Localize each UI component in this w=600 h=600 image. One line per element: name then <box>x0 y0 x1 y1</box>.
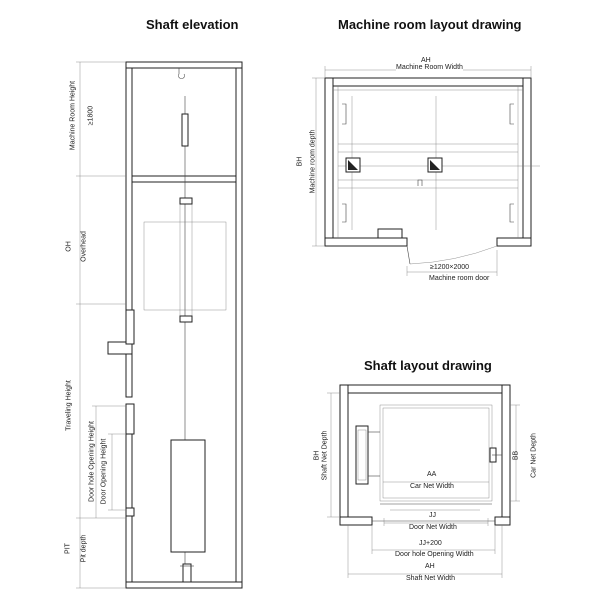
sl-aa-label: AA <box>427 471 437 478</box>
mr-door-label: Machine room door <box>429 275 490 282</box>
door-hole-opening-height-label: Door hole Opening Height <box>88 421 96 502</box>
oh-label: OH <box>65 241 73 252</box>
pit-depth-label: Pit depth <box>80 534 88 563</box>
sl-top-wall <box>340 385 510 393</box>
shaft-layout-title: Shaft layout drawing <box>364 358 492 373</box>
mr-door-size-label: ≥1200×2000 <box>430 264 470 271</box>
sl-bottom-wall-right <box>495 517 510 525</box>
mr-depth-label: Machine room depth <box>309 129 317 194</box>
sl-door-hole-width-label: Door hole Opening Width <box>395 551 474 558</box>
sl-jj200-label: JJ+200 <box>419 540 442 547</box>
sl-car-net-depth-label: Car Net Depth <box>530 433 538 478</box>
sl-bottom-wall-left <box>340 517 372 525</box>
machine-room-height-label: Machine Room Height <box>69 80 77 151</box>
sl-ah-label: AH <box>425 563 435 570</box>
mr-ah-label: AH <box>421 57 431 64</box>
sl-shaft-net-width-label: Shaft Net Width <box>406 575 456 582</box>
sl-car-net-width-label: Car Net Width <box>410 483 454 490</box>
machine-room-title: Machine room layout drawing <box>338 17 522 32</box>
min-height-label: ≥1800 <box>87 105 95 126</box>
pit-label: PIT <box>64 543 72 554</box>
sl-bh-label: BH <box>313 450 321 461</box>
door-opening-height-label: Door Opening Height <box>100 438 108 505</box>
sl-left-wall <box>340 385 348 525</box>
shaft-elevation-title: Shaft elevation <box>146 17 239 32</box>
traveling-height-label: Traveling Height <box>65 380 73 431</box>
mr-width-label: Machine Room Width <box>396 64 463 71</box>
sl-jj-label: JJ <box>429 512 436 519</box>
overhead-label: Overhead <box>80 231 88 262</box>
sl-door-net-width-label: Door Net Width <box>409 524 457 531</box>
sl-bb-label: BB <box>512 450 520 461</box>
sl-counterweight <box>356 426 368 484</box>
mr-bh-label: BH <box>296 156 304 167</box>
sl-shaft-net-depth-label: Shaft Net Depth <box>321 430 329 481</box>
sl-right-wall <box>502 385 510 525</box>
